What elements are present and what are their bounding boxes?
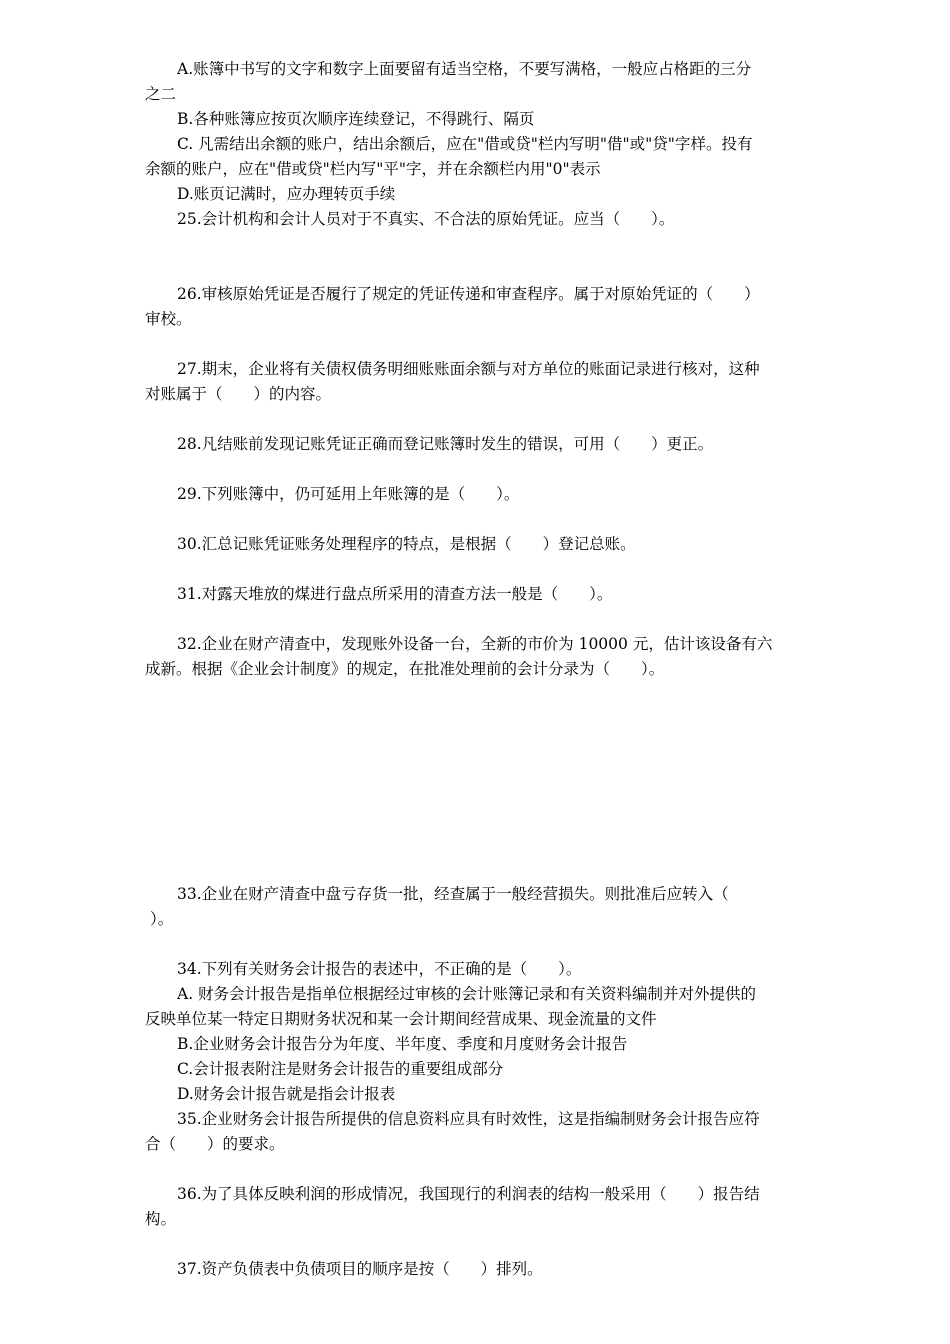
question-36: 36.为了具体反映利润的形成情况，我国现行的利润表的结构一般采用（ ）报告结 [177, 1185, 760, 1203]
question-29: 29.下列账簿中，仍可延用上年账簿的是（ ）。 [177, 485, 520, 503]
text-line: ）。 [150, 910, 174, 928]
text-line: D.账页记满时，应办理转页手续 [177, 185, 396, 203]
option-b: B.企业财务会计报告分为年度、半年度、季度和月度财务会计报告 [177, 1035, 628, 1053]
text-line: C. 凡需结出余额的账户，结出余额后，应在"借或贷"栏内写明"借"或"贷"字样。投有 [177, 135, 753, 153]
option-a: A. 财务会计报告是指单位根据经过审核的会计账簿记录和有关资料编制并对外提供的 [177, 985, 757, 1003]
text-line: 对账属于（ ）的内容。 [145, 385, 332, 403]
question-30: 30.汇总记账凭证账务处理程序的特点，是根据（ ）登记总账。 [177, 535, 636, 553]
question-35: 35.企业财务会计报告所提供的信息资料应具有时效性，这是指编制财务会计报告应符 [177, 1110, 760, 1128]
option-d: D.财务会计报告就是指会计报表 [177, 1085, 396, 1103]
text-line: 余额的账户，应在"借或贷"栏内写"平"字，并在余额栏内用"0"表示 [145, 160, 601, 178]
question-34: 34.下列有关财务会计报告的表述中，不正确的是（ ）。 [177, 960, 582, 978]
text-line: 合（ ）的要求。 [145, 1135, 285, 1153]
question-27: 27.期末，企业将有关债权债务明细账账面余额与对方单位的账面记录进行核对，这种 [177, 360, 760, 378]
text-line: 审校。 [145, 310, 192, 328]
text-line: 成新。根据《企业会计制度》的规定，在批准处理前的会计分录为（ ）。 [145, 660, 665, 678]
question-32: 32.企业在财产清查中，发现账外设备一台，全新的市价为 10000 元，估计该设备有六 [177, 635, 773, 653]
question-37: 37.资产负债表中负债项目的顺序是按（ ）排列。 [177, 1260, 543, 1278]
text-line: A.账簿中书写的文字和数字上面要留有适当空格，不要写满格，一般应占格距的三分 [177, 60, 752, 78]
text-line: 反映单位某一特定日期财务状况和某一会计期间经营成果、现金流量的文件 [145, 1010, 657, 1028]
question-28: 28.凡结账前发现记账凭证正确而登记账簿时发生的错误，可用（ ）更正。 [177, 435, 714, 453]
text-line: 构。 [145, 1210, 177, 1228]
question-31: 31.对露天堆放的煤进行盘点所采用的清查方法一般是（ ）。 [177, 585, 613, 603]
text-line: B.各种账簿应按页次顺序连续登记，不得跳行、隔页 [177, 110, 535, 128]
text-line: 之二 [145, 85, 177, 103]
question-25: 25.会计机构和会计人员对于不真实、不合法的原始凭证。应当（ ）。 [177, 210, 675, 228]
option-c: C.会计报表附注是财务会计报告的重要组成部分 [177, 1060, 504, 1078]
question-33: 33.企业在财产清查中盘亏存货一批，经查属于一般经营损失。则批准后应转入（ [177, 885, 729, 903]
question-26: 26.审核原始凭证是否履行了规定的凭证传递和审查程序。属于对原始凭证的（ ） [177, 285, 760, 303]
